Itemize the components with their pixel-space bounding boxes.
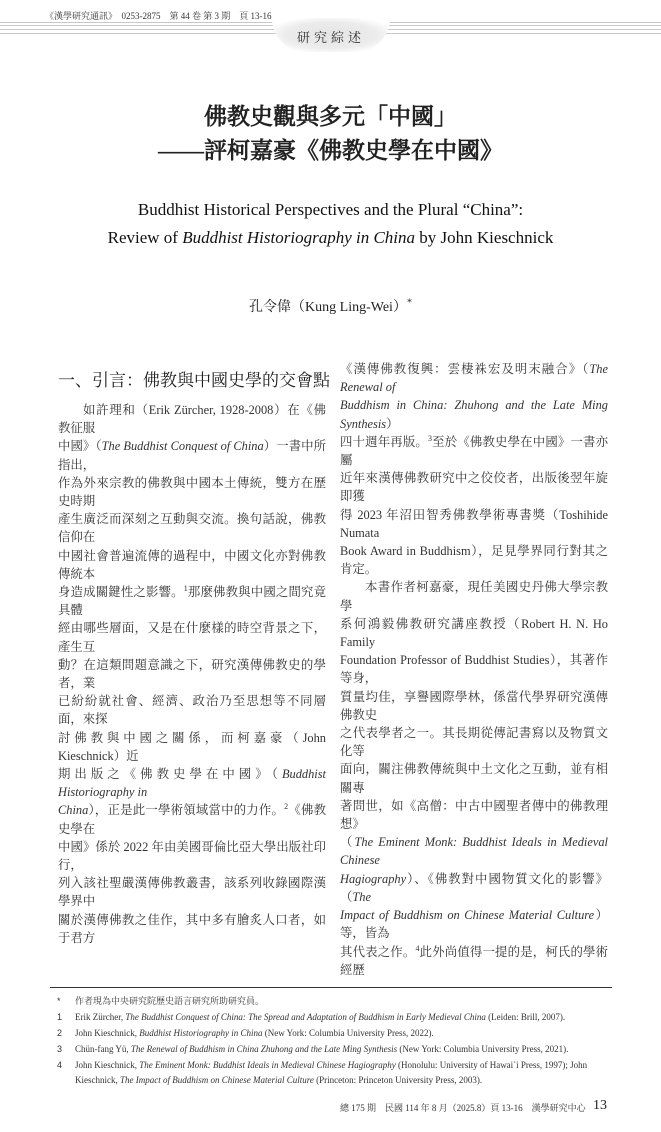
- text-line: [340, 943, 608, 979]
- text-line: [340, 542, 608, 578]
- left-column-body: [58, 401, 326, 947]
- footnote-divider: [50, 987, 612, 988]
- italic-text: The Impact of Buddhism on Chinese Material Culture: [120, 1075, 314, 1085]
- text: Erik Zürcher,: [75, 1012, 126, 1022]
- text: 此外尚值得一提的是，柯氏的學術經歷: [340, 944, 609, 977]
- text: ）等，皆為: [340, 908, 609, 941]
- footnote: [57, 1042, 613, 1057]
- text: ）、《佛教對中國物質文化的影響》（: [340, 871, 608, 904]
- footnote-text: [75, 1010, 613, 1025]
- section-label: 研究綜述: [296, 30, 365, 45]
- text: 討佛教與中國之關係，而柯嘉豪（John Kieschnick）近: [58, 730, 326, 763]
- italic-text: Buddhist Historiography in China: [139, 1028, 263, 1038]
- text: 其代表之作。: [340, 944, 416, 959]
- right-column-body: [340, 360, 608, 979]
- text: 經由哪些層面，又是在什麼樣的時空背景之下，產生互: [58, 621, 326, 654]
- text: John Kieschnick,: [75, 1028, 140, 1038]
- text-line: [58, 583, 326, 619]
- text: (Princeton: Princeton University Press, 2003).: [313, 1075, 483, 1085]
- text-line: [340, 833, 608, 869]
- text: 《漢傳佛教復興：雲棲袾宏及明末融合》（: [340, 362, 590, 376]
- section-heading: 一、引言：佛教與中國史學的交會點: [58, 371, 330, 390]
- footnote-mark: 4: [57, 1060, 63, 1070]
- text: 至於《佛教史學在中國》一書亦屬: [340, 434, 608, 468]
- text: 面向，關注佛教傳統與中土文化之互動，並有相關專: [340, 762, 608, 795]
- text: Foundation Professor of Buddhist Studies），其著作等身，: [340, 653, 608, 686]
- text: (New York: Columbia University Press, 2021).: [397, 1044, 569, 1054]
- italic-text: The Renewal of: [340, 362, 608, 395]
- footnote: [57, 994, 613, 1009]
- text-line: [340, 651, 608, 687]
- text-line: [340, 469, 608, 505]
- text: John Kieschnick,: [75, 1060, 140, 1070]
- text: 作為外來宗教的佛教與中國本土傳統，雙方在歷史時期: [58, 475, 326, 509]
- page-number: 13: [593, 1098, 607, 1113]
- text-line: [340, 688, 608, 724]
- text-line: [58, 729, 326, 765]
- footnote: [57, 1010, 613, 1025]
- italic-text: Hagiography: [340, 871, 407, 886]
- text: 質量均佳，享譽國際學林，係當代學界研究漢傳佛教史: [340, 689, 608, 722]
- text: ）一書中所指出，: [58, 439, 326, 472]
- title-line-2: ——評柯嘉豪《佛教史學在中國》: [158, 138, 503, 163]
- text-line: [58, 911, 326, 947]
- footnote-text: [75, 1058, 613, 1088]
- text-line: [58, 437, 326, 473]
- footnote-ref: 1: [183, 583, 188, 593]
- english-title-line-1: Buddhist Historical Perspectives and the Plural “China”:: [137, 200, 524, 219]
- italic-text: Buddhist Historiography in: [58, 767, 326, 800]
- text: 列入該社聖嚴漢傳佛教叢書，該系列收錄國際漢學界中: [58, 876, 326, 909]
- footnote-mark: 3: [57, 1044, 63, 1054]
- text-line: [340, 360, 608, 396]
- title-line-1: 佛教史觀與多元「中國」: [204, 104, 457, 129]
- italic-text: Impact of Buddhism on Chinese Material Culture: [340, 908, 595, 923]
- text: 近年來漢傳佛教研究中之佼佼者，出版後翌年旋即獲: [340, 471, 608, 504]
- text: 作者現為中央研究院歷史語言研究所助研究員。: [75, 996, 265, 1006]
- author-footnote-mark: *: [406, 297, 412, 309]
- text-line: [340, 615, 608, 651]
- text-line: [340, 724, 608, 760]
- italic-text: The Buddhist Conquest of China: The Spread and Adaptation of Buddhism in Early Medieval China: [125, 1012, 486, 1022]
- text: 《佛教史學在: [58, 803, 326, 836]
- text-line: [58, 838, 326, 874]
- text: ）: [386, 416, 399, 431]
- text: 得 2023 年沼田智秀佛教學術專書獎（Toshihide Numata: [340, 507, 608, 540]
- text: 關於漢傳佛教之佳作，其中多有膾炙人口者，如于君方: [58, 912, 326, 945]
- text-line: [58, 801, 326, 837]
- footnote-mark: *: [57, 996, 61, 1006]
- italic-text: The Renewal of Buddhism in China Zhuhong and the Late Ming Synthesis: [130, 1044, 398, 1054]
- footnote-ref: 4: [415, 943, 420, 953]
- footnote-text: [75, 994, 613, 1009]
- text: 產生廣泛而深刻之互動與交流。換句話說，佛教信仰在: [58, 512, 326, 545]
- text: 那麼佛教與中國之間究竟具體: [58, 585, 327, 618]
- journal-info: 《漢學研究通訊》 0253-2875 第 44 卷 第 3 期 頁 13-16: [45, 11, 272, 21]
- text-line: [340, 760, 608, 796]
- english-title-book: Buddhist Historiography in China: [182, 228, 416, 247]
- english-title-suffix: by John Kieschnick: [415, 228, 554, 247]
- english-title-prefix: Review of: [107, 228, 183, 247]
- italic-text: The: [352, 889, 371, 904]
- text-line: [58, 874, 326, 910]
- text: (New York: Columbia University Press, 2022).: [262, 1028, 434, 1038]
- text: 如許理和（Erik Zürcher, 1928-2008）在《佛教征服: [58, 403, 326, 436]
- text-line: [58, 547, 326, 583]
- text-line: [340, 870, 608, 906]
- text-line: [340, 506, 608, 542]
- footnote-mark: 2: [57, 1028, 63, 1038]
- text: Book Award in Buddhism），足見學界同行對其之肯定。: [340, 544, 608, 577]
- text-line: [58, 474, 326, 510]
- author: [0, 296, 661, 316]
- text-line: [340, 433, 608, 469]
- text: 身造成關鍵性之影響。: [58, 585, 184, 600]
- text-line: [340, 906, 608, 942]
- text: 本書作者柯嘉豪，現任美國史丹佛大學宗教學: [340, 580, 608, 613]
- footnote-text: [75, 1026, 613, 1041]
- text: 中國社會普遍流傳的過程中，中國文化亦對佛教傳統本: [58, 548, 326, 581]
- text: 中國》（: [58, 439, 102, 454]
- footer-issue-info: 總 175 期 民國 114 年 8 月（2025.8）頁 13-16 漢學研究中心: [340, 1103, 586, 1113]
- footnote-mark: 1: [57, 1012, 63, 1022]
- text: 中國》係於 2022 年由美國哥倫比亞大學出版社印行，: [58, 839, 326, 873]
- footnote: [57, 1058, 613, 1088]
- footnote: [57, 1026, 613, 1041]
- text-line: [340, 396, 608, 432]
- italic-text: China: [58, 803, 89, 818]
- text: (Leiden: Brill, 2007).: [485, 1012, 566, 1022]
- text-line: [58, 401, 326, 437]
- text-line: [340, 578, 608, 614]
- text: （: [340, 835, 355, 850]
- italic-text: Buddhism in China: Zhuhong and the Late Ming Synthesis: [340, 398, 608, 431]
- english-title-line-2: [0, 228, 661, 248]
- italic-text: The Eminent Monk: Buddhist Ideals in Medieval Chinese Hagiography: [139, 1060, 396, 1070]
- italic-text: The Eminent Monk: Buddhist Ideals in Medieval Chinese: [340, 835, 609, 868]
- author-name: 孔令偉（Kung Ling-Wei）: [249, 300, 407, 315]
- text: 已紛紛就社會、經濟、政治乃至思想等不同層面，來探: [58, 694, 326, 727]
- italic-text: The Buddhist Conquest of China: [101, 439, 264, 454]
- footnotes: [57, 994, 613, 1089]
- text: 之代表學者之一。其長期從傳記書寫以及物質文化等: [340, 726, 608, 759]
- text: 動？在這類問題意識之下，研究漢傳佛教史的學者，業: [58, 657, 326, 691]
- text: Chün-fang Yü,: [75, 1044, 131, 1054]
- footnote-ref: 2: [284, 802, 289, 812]
- text: 四十週年再版。: [340, 434, 428, 449]
- text: 系何鴻毅佛教研究講座教授（Robert H. N. Ho Family: [340, 616, 608, 650]
- text-line: [58, 510, 326, 546]
- footnote-ref: 3: [428, 433, 432, 443]
- text-line: [58, 656, 326, 692]
- text: 著問世，如《高僧：中古中國聖者傳中的佛教理想》: [340, 798, 608, 832]
- text-line: [340, 797, 608, 833]
- text-line: [58, 765, 326, 801]
- text: ），正是此一學術領域當中的力作。: [88, 803, 285, 818]
- text-line: [58, 619, 326, 655]
- text: 期出版之《佛教史學在中國》（: [58, 767, 282, 782]
- text: (Honolulu: University of Hawai`i Press, 1997); John Kieschnick,: [75, 1060, 588, 1085]
- text-line: [58, 692, 326, 728]
- footnote-text: [75, 1042, 613, 1057]
